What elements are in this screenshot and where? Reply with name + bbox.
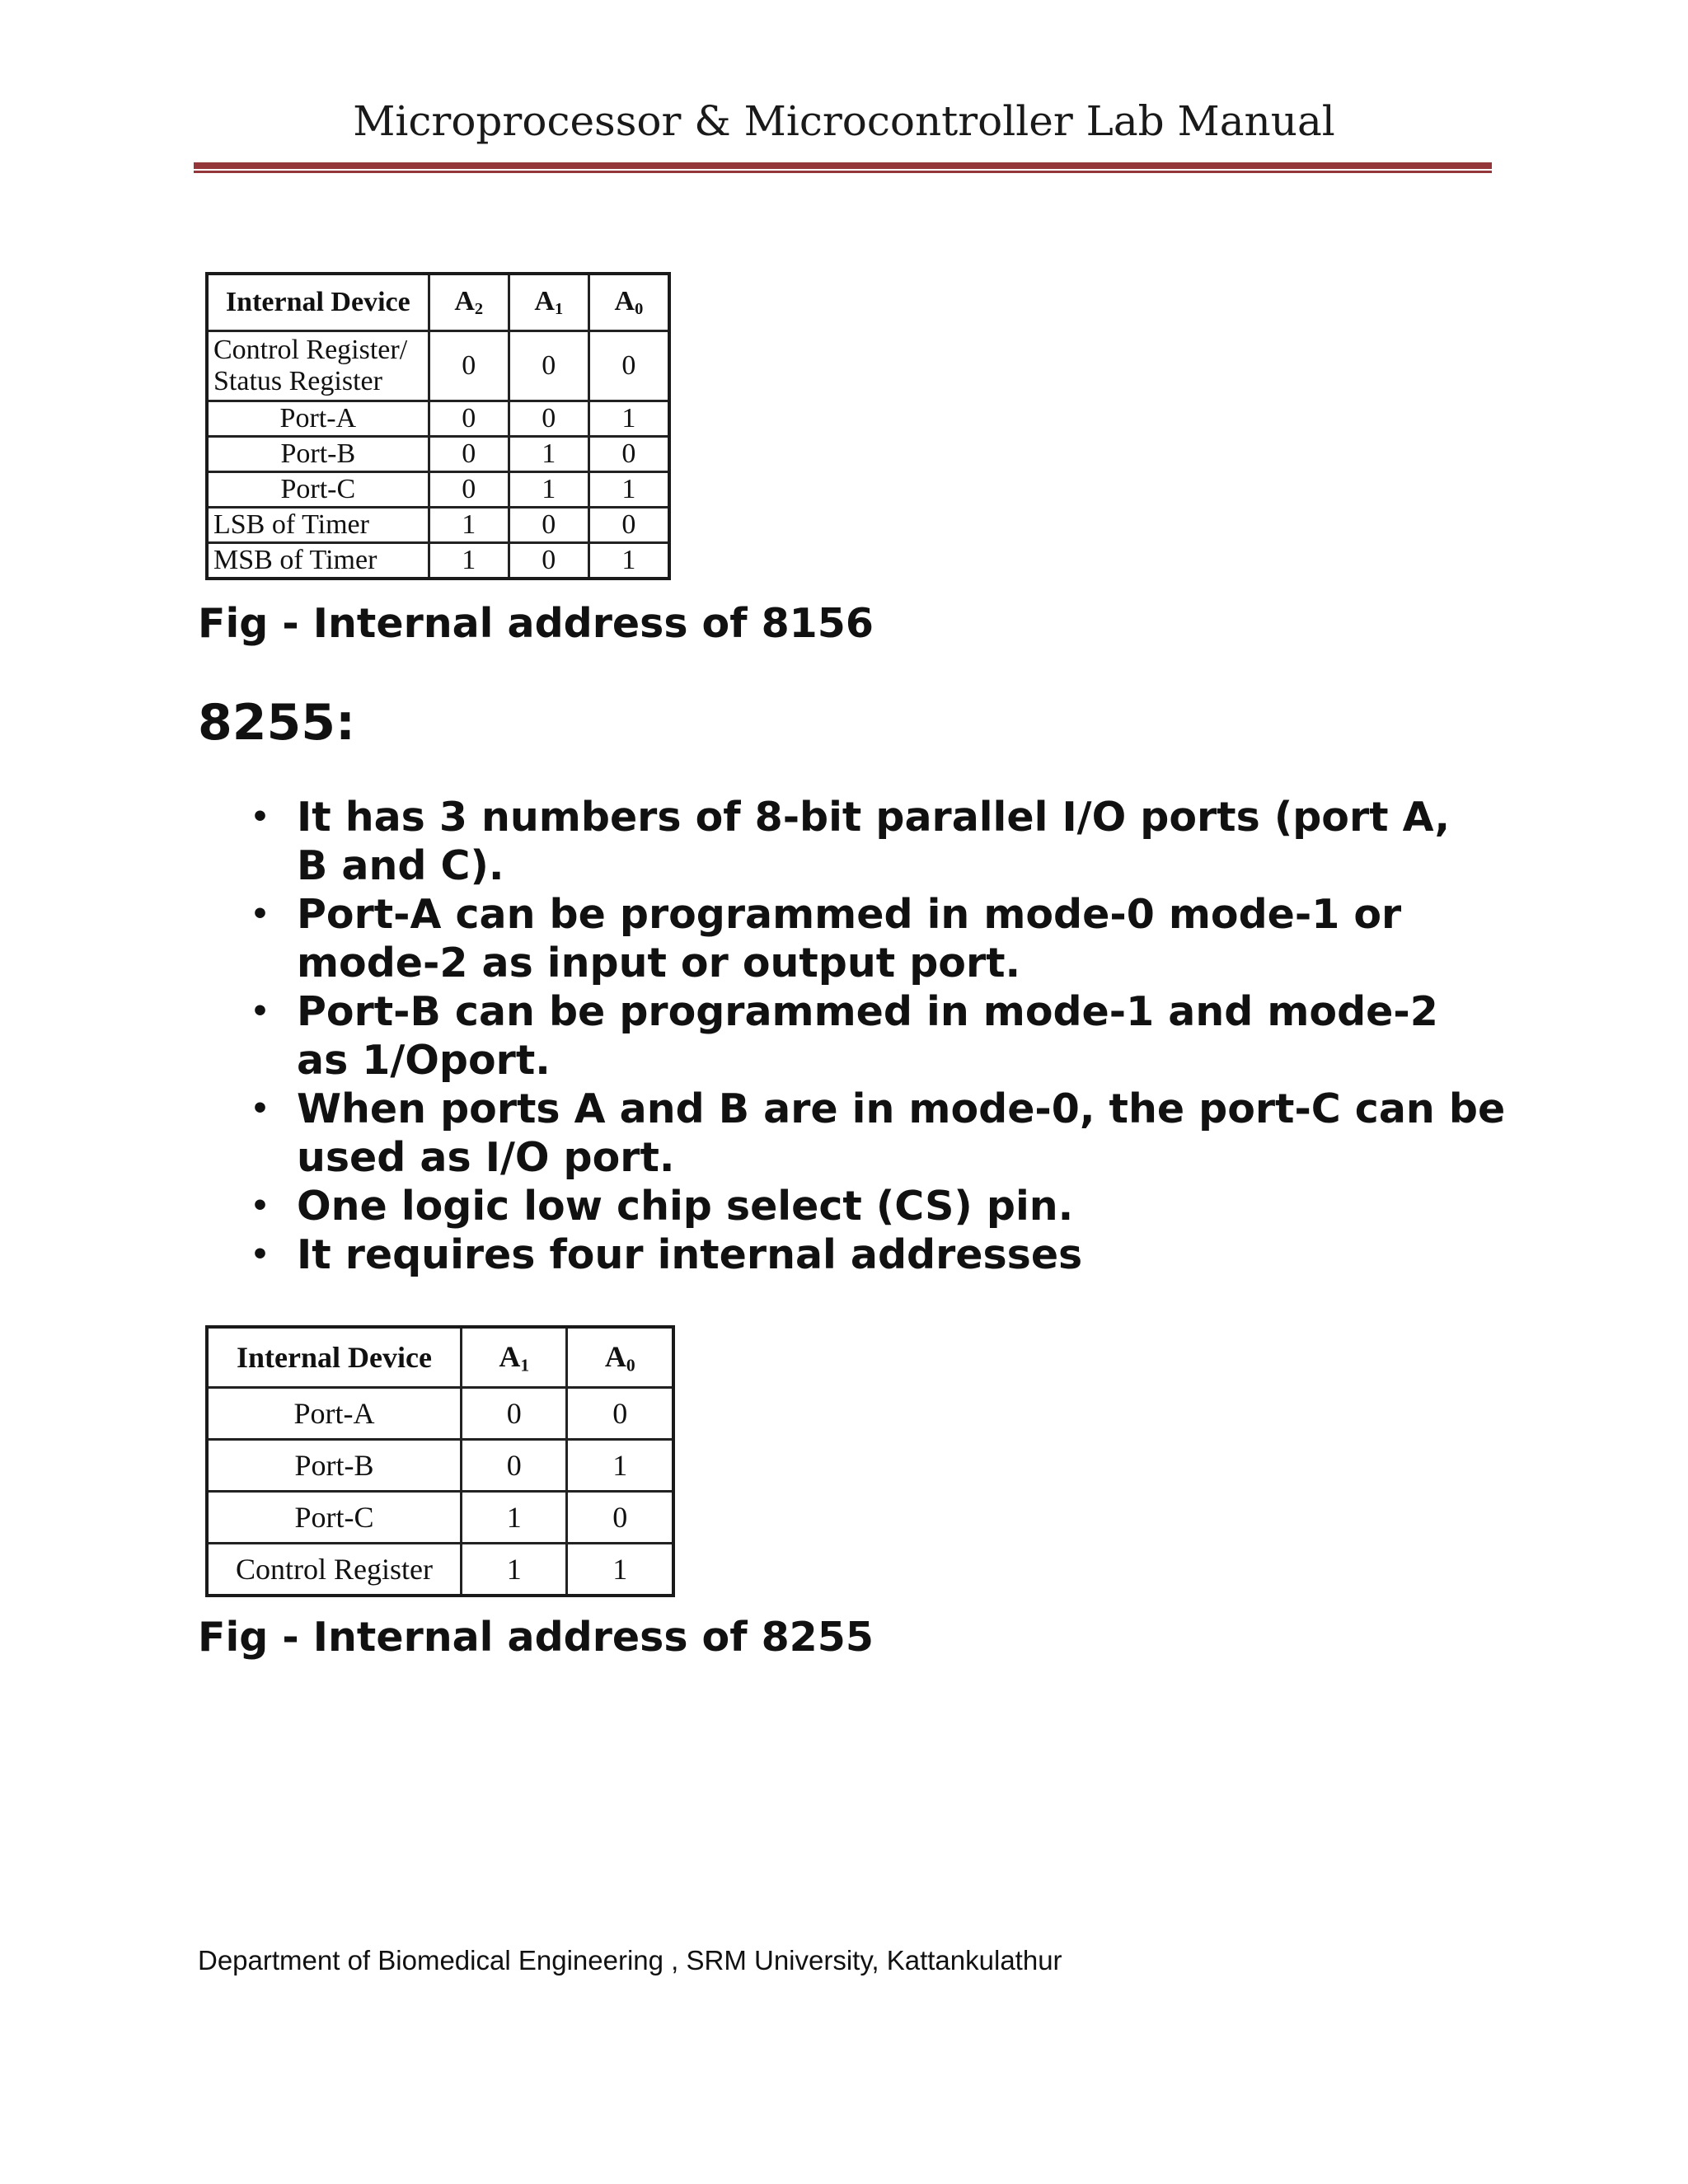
table-row (207, 472, 669, 508)
header-a1: $A_1$ (509, 274, 588, 331)
figure-caption-8156: Fig - Internal address of 8156 (198, 600, 874, 647)
bullet-icon: • (251, 1238, 270, 1272)
cell-a2: 1 (429, 543, 509, 579)
cell-a0: 1 (567, 1440, 673, 1492)
feature-list-8255 (239, 793, 1508, 1279)
cell-a0: 1 (588, 401, 669, 437)
table-row (207, 331, 669, 401)
cell-device: Control Register (207, 1544, 461, 1596)
page-header-title: Microprocessor & Microcontroller Lab Manual (353, 97, 1335, 145)
cell-a0: 1 (588, 543, 669, 579)
list-item: • It requires four internal addresses (251, 1231, 1083, 1278)
table-header-row (207, 274, 669, 331)
cell-device: Port-B (207, 437, 429, 472)
bullet-icon: • (251, 995, 270, 1029)
cell-a2: 1 (429, 508, 509, 543)
list-item: • Port-B can be programmed in mode-1 and mode-2 as 1/Oport. (251, 988, 1438, 1084)
section-heading-8255: 8255: (198, 694, 355, 752)
cell-device: Port-C (207, 472, 429, 508)
cell-a2: 0 (429, 437, 509, 472)
table-row (207, 1492, 673, 1544)
header-a2: $A_2$ (429, 274, 509, 331)
cell-a1: 0 (461, 1388, 567, 1440)
table-row (207, 437, 669, 472)
bullet-icon: • (251, 1092, 270, 1126)
cell-a2: 0 (429, 472, 509, 508)
header-rule-thin (194, 171, 1492, 173)
cell-a1: 1 (461, 1544, 567, 1596)
cell-a0: 1 (588, 472, 669, 508)
bullet-icon: • (251, 898, 270, 931)
cell-a0: 1 (567, 1544, 673, 1596)
list-item: • One logic low chip select (CS) pin. (251, 1183, 1074, 1230)
cell-a1: 1 (509, 472, 588, 508)
cell-device: Port-A (207, 1388, 461, 1440)
cell-a1: 0 (509, 543, 588, 579)
figure-caption-8255: Fig - Internal address of 8255 (198, 1614, 874, 1661)
header-a0: $A_0$ (567, 1327, 673, 1388)
cell-a1: 0 (461, 1440, 567, 1492)
cell-a0: 0 (567, 1388, 673, 1440)
cell-device: LSB of Timer (207, 508, 429, 543)
header-a1: $A_1$ (461, 1327, 567, 1388)
table-header-row (207, 1327, 673, 1388)
list-item: • Port-A can be programmed in mode-0 mode-1 or mode-2 as input or output port. (251, 891, 1402, 987)
cell-device: Port-B (207, 1440, 461, 1492)
cell-a0: 0 (588, 508, 669, 543)
cell-a1: 1 (461, 1492, 567, 1544)
table-row (207, 543, 669, 579)
cell-a0: 0 (567, 1492, 673, 1544)
bullet-icon: • (251, 1189, 270, 1223)
cell-a1: 1 (509, 437, 588, 472)
cell-device: Port-A (207, 401, 429, 437)
header-internal-device: Internal Device (207, 274, 429, 331)
list-item: • It has 3 numbers of 8-bit parallel I/O ports (port A, B and C). (251, 794, 1451, 889)
table-8255-internal-address (205, 1325, 675, 1597)
table-row (207, 508, 669, 543)
cell-a2: 0 (429, 401, 509, 437)
cell-a2: 0 (429, 331, 509, 401)
cell-a1: 0 (509, 508, 588, 543)
header-internal-device: Internal Device (207, 1327, 461, 1388)
table-row (207, 401, 669, 437)
bullet-icon: • (251, 800, 270, 834)
header-a0: $A_0$ (588, 274, 669, 331)
cell-a1: 0 (509, 331, 588, 401)
table-8156-internal-address (205, 272, 671, 580)
page-footer: Department of Biomedical Engineering , SRM University, Kattankulathur (198, 1945, 1062, 1975)
cell-device: Port-C (207, 1492, 461, 1544)
table-row (207, 1388, 673, 1440)
cell-a0: 0 (588, 331, 669, 401)
header-rule (194, 162, 1492, 169)
list-item: • When ports A and B are in mode-0, the port-C can be used as I/O port. (251, 1085, 1506, 1181)
cell-device: Control Register/ Status Register (207, 331, 429, 401)
cell-a1: 0 (509, 401, 588, 437)
table-row (207, 1440, 673, 1492)
cell-a0: 0 (588, 437, 669, 472)
table-row (207, 1544, 673, 1596)
cell-device: MSB of Timer (207, 543, 429, 579)
